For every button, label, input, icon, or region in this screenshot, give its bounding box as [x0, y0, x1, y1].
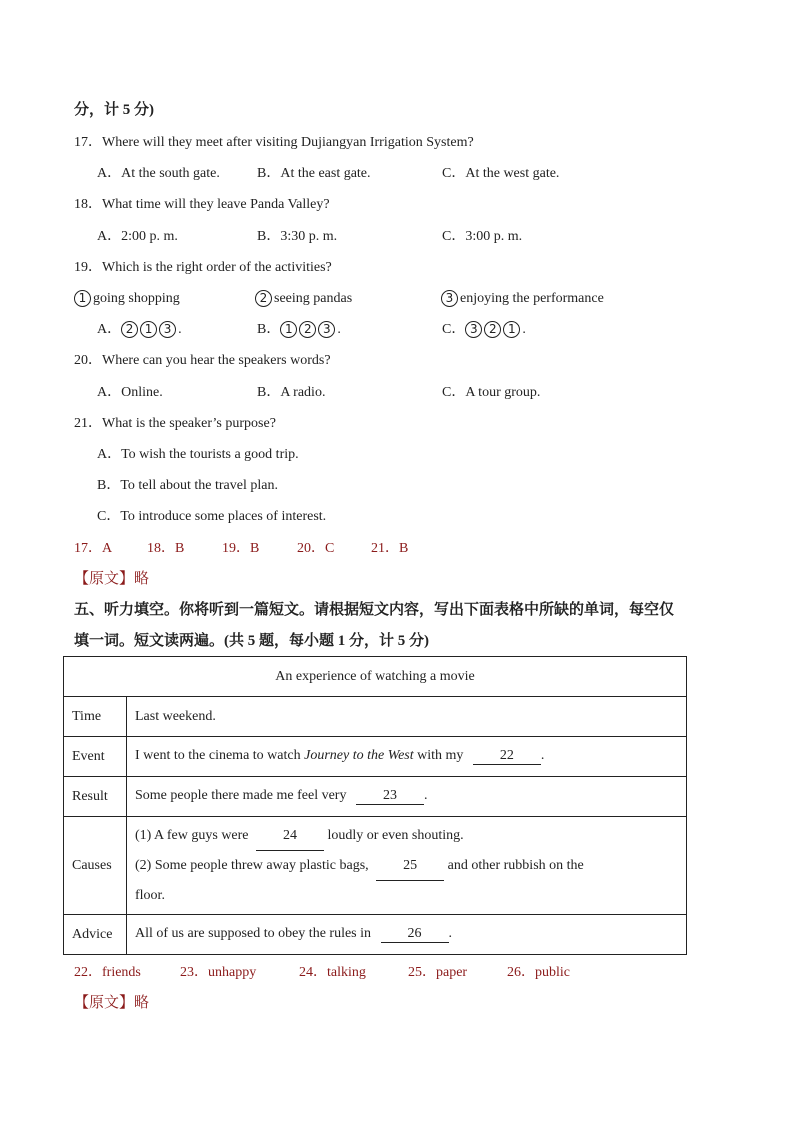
table-row [64, 915, 687, 955]
movie-experience-table [63, 656, 687, 955]
row-value-event [127, 737, 687, 777]
option-letter: C． [442, 322, 466, 337]
row-value-time: Last weekend. [127, 697, 687, 737]
section-5-title-line1: 五、听力填空。你将听到一篇短文。请根据短文内容，写出下面表格中所缺的单词，每空仅 [74, 602, 675, 618]
activity-item-3 [441, 290, 604, 308]
option-b: B． 1 2 3 . [257, 322, 341, 337]
question-text: Where can you hear the speakers words? [102, 353, 331, 368]
question-text: Where will they meet after visiting Dujiangyan Irrigation System? [102, 135, 474, 150]
event-text: I went to the cinema to watch [135, 748, 305, 763]
circled-number: 2 [121, 321, 138, 338]
answer-22: 22．friends [74, 965, 141, 980]
row-label-advice: Advice [64, 915, 127, 955]
result-text: Some people there made me feel very [135, 788, 350, 803]
table-row [64, 737, 687, 777]
option-a: A．To wish the tourists a good trip. [97, 447, 299, 462]
event-text: with my [413, 748, 467, 763]
question-text: What is the speaker’s purpose? [102, 416, 276, 431]
option-a: A．2:00 p. m. [97, 229, 178, 244]
blank-23: 23 [356, 788, 424, 805]
option-letter: A． [97, 322, 122, 337]
answer-17: 17．A [74, 541, 113, 556]
blank-22: 22 [473, 748, 541, 765]
activity-text: seeing pandas [274, 291, 353, 306]
circled-number: 2 [299, 321, 316, 338]
row-value-result [127, 777, 687, 817]
answer-25: 25．paper [408, 965, 468, 980]
activity-item-1 [74, 290, 180, 308]
cause-text: (1) A few guys were [135, 828, 253, 843]
circled-number: 2 [484, 321, 501, 338]
advice-text: All of us are supposed to obey the rules in [135, 926, 375, 941]
question-17 [74, 134, 474, 152]
cause-text: and other rubbish on the [444, 858, 584, 873]
blank-25: 25 [376, 851, 444, 881]
answer-26: 26．public [507, 965, 570, 980]
circled-number: 1 [503, 321, 520, 338]
row-label-time: Time [64, 697, 127, 737]
option-c: C．At the west gate. [442, 166, 560, 181]
cause-text: (2) Some people threw away plastic bags, [135, 858, 373, 873]
table-row [64, 817, 687, 915]
row-value-advice [127, 915, 687, 955]
cause-text: loudly or even shouting. [324, 828, 464, 843]
row-label-causes: Causes [64, 817, 127, 915]
answer-23: 23．unhappy [180, 965, 257, 980]
original-text-note-2 [74, 994, 149, 1012]
circled-number: 1 [140, 321, 157, 338]
cause-1 [135, 821, 678, 851]
question-number: 18． [74, 197, 102, 212]
row-value-causes [127, 817, 687, 915]
original-text-label: 【原文】略 [74, 995, 150, 1011]
original-text-note [74, 570, 149, 588]
question-number: 19． [74, 260, 102, 275]
section-header-tail: 分，计 5 分) [74, 102, 154, 118]
movie-title: Journey to the West [304, 748, 414, 763]
row-label-event: Event [64, 737, 127, 777]
cause-2-continued: floor. [135, 888, 165, 903]
answer-19: 19．B [222, 541, 260, 556]
option-a: A．At the south gate. [97, 166, 220, 181]
blank-24: 24 [256, 821, 324, 851]
circled-number: 3 [159, 321, 176, 338]
blank-26: 26 [381, 926, 449, 943]
question-text: What time will they leave Panda Valley? [102, 197, 330, 212]
circled-number: 2 [255, 290, 272, 307]
circled-number: 3 [318, 321, 335, 338]
option-a: A． 2 1 3 . [97, 322, 182, 337]
option-b: B．At the east gate. [257, 166, 371, 181]
row-label-result: Result [64, 777, 127, 817]
table-row [64, 697, 687, 737]
section-5-title-line2: 填一词。短文读两遍。(共 5 题，每小题 1 分，计 5 分) [74, 633, 429, 649]
circled-number: 1 [280, 321, 297, 338]
activity-text: enjoying the performance [460, 291, 604, 306]
advice-end: . [448, 926, 453, 941]
activity-text: going shopping [93, 291, 180, 306]
result-end: . [423, 788, 428, 803]
question-19 [74, 259, 332, 277]
question-number: 20． [74, 353, 102, 368]
option-b: B．To tell about the travel plan. [97, 478, 278, 493]
table-row [64, 657, 687, 697]
option-b: B．3:30 p. m. [257, 229, 338, 244]
circled-number: 3 [441, 290, 458, 307]
table-title: An experience of watching a movie [64, 657, 687, 697]
option-c: C．A tour group. [442, 385, 541, 400]
circled-number: 1 [74, 290, 91, 307]
activity-item-2 [255, 290, 352, 308]
question-18 [74, 196, 330, 214]
option-c: C．To introduce some places of interest. [97, 509, 327, 524]
question-20 [74, 352, 331, 370]
answer-24: 24．talking [299, 965, 366, 980]
option-c: C．3:00 p. m. [442, 229, 523, 244]
question-text: Which is the right order of the activities? [102, 260, 332, 275]
question-21 [74, 415, 276, 433]
circled-number: 3 [465, 321, 482, 338]
original-text-label: 【原文】略 [74, 571, 150, 587]
table-row [64, 777, 687, 817]
option-c: C． 3 2 1 . [442, 322, 526, 337]
question-number: 21． [74, 416, 102, 431]
question-number: 17． [74, 135, 102, 150]
option-b: B．A radio. [257, 385, 326, 400]
option-letter: B． [257, 322, 281, 337]
event-end: . [540, 748, 545, 763]
answer-21: 21．B [371, 541, 409, 556]
answer-20: 20．C [297, 541, 335, 556]
cause-2 [135, 851, 678, 881]
option-a: A．Online. [97, 385, 163, 400]
answer-18: 18．B [147, 541, 185, 556]
